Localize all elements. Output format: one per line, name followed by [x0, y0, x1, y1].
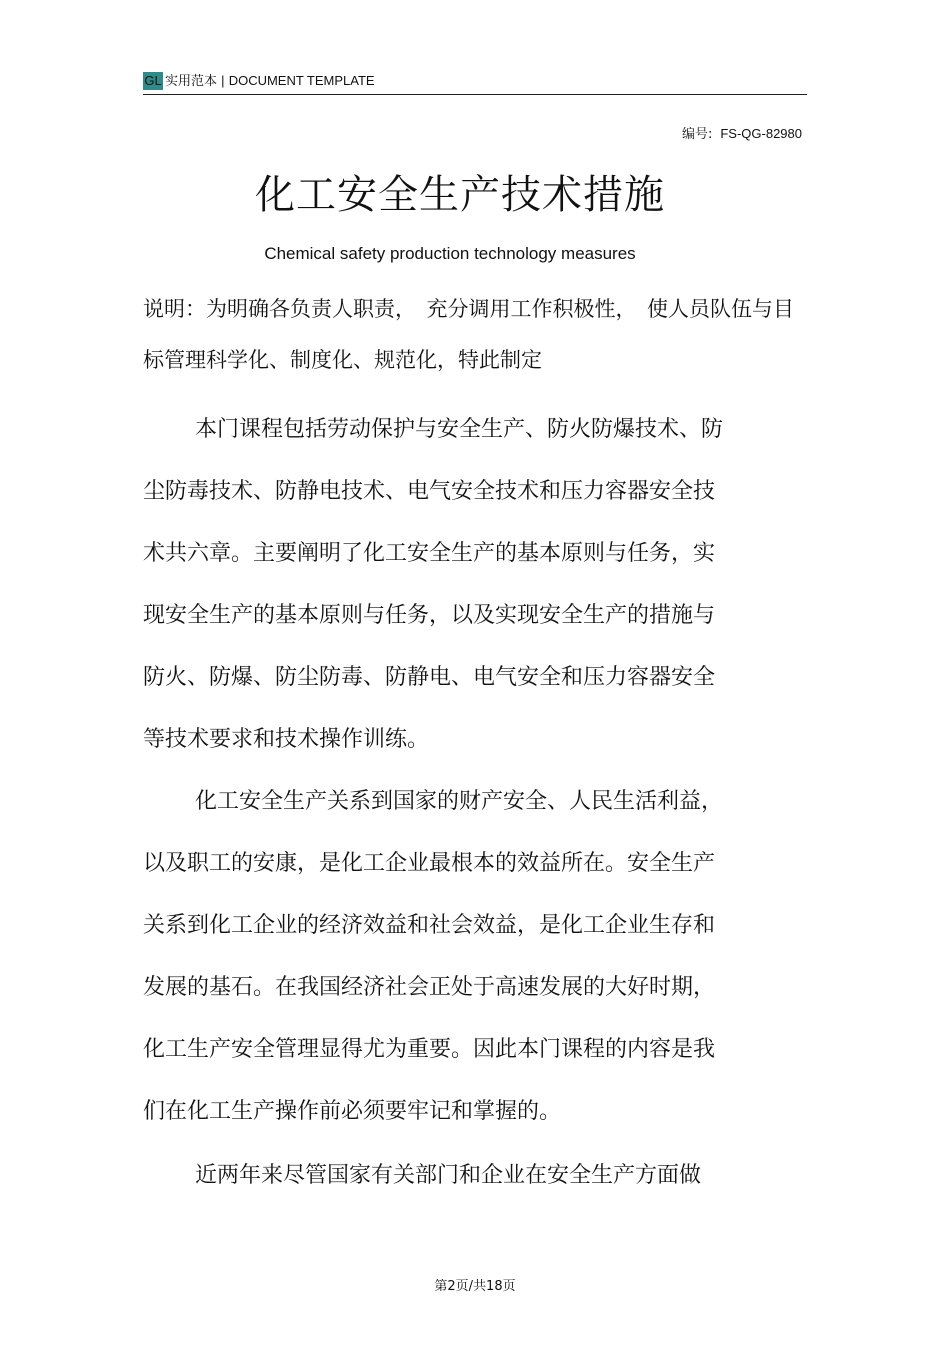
page-subtitle: Chemical safety production technology measures — [264, 244, 636, 263]
page-title: 化工安全生产技术措施 — [255, 172, 665, 218]
description-line: 说明：为明确各负责人职责， 充分调用工作积极性， 使人员队伍与目 — [143, 297, 794, 321]
paragraph-line: 防火、防爆、防尘防毒、防静电、电气安全和压力容器安全 — [143, 665, 716, 690]
paragraph-line: 们在化工生产操作前必须要牢记和掌握的。 — [143, 1099, 562, 1124]
description-line: 标管理科学化、制度化、规范化，特此制定 — [143, 348, 542, 372]
paragraph-1 — [143, 399, 753, 771]
paragraph-line: 现安全生产的基本原则与任务，以及实现安全生产的措施与 — [143, 603, 716, 628]
paragraph-3 — [143, 1145, 753, 1207]
document-number-value: FS-QG-82980 — [720, 126, 802, 141]
header-title-cn: 实用范本 — [165, 74, 218, 89]
paragraph-line: 等技术要求和技术操作训练。 — [143, 727, 430, 752]
paragraph-line: 关系到化工企业的经济效益和社会效益，是化工企业生存和 — [143, 913, 716, 938]
paragraph-line: 近两年来尽管国家有关部门和企业在安全生产方面做 — [195, 1163, 702, 1188]
document-number — [682, 125, 802, 144]
header-separator: | — [221, 73, 225, 88]
page-footer — [0, 1278, 950, 1296]
logo: GL — [144, 73, 162, 88]
paragraph-line: 化工生产安全管理显得尤为重要。因此本门课程的内容是我 — [143, 1037, 716, 1062]
paragraph-line: 化工安全生产关系到国家的财产安全、人民生活利益， — [195, 789, 724, 814]
description — [143, 284, 807, 386]
paragraph-2 — [143, 771, 753, 1143]
paragraph-line: 发展的基石。在我国经济社会正处于高速发展的大好时期， — [143, 975, 716, 1000]
header-title — [165, 72, 375, 91]
paragraph-line: 术共六章。主要阐明了化工安全生产的基本原则与任务，实 — [143, 541, 716, 566]
header-title-en: DOCUMENT TEMPLATE — [228, 73, 375, 88]
page-number: 第2页/共18页 — [434, 1279, 516, 1294]
paragraph-line: 尘防毒技术、防静电技术、电气安全技术和压力容器安全技 — [143, 479, 716, 504]
paragraph-line: 本门课程包括劳动保护与安全生产、防火防爆技术、防 — [195, 417, 724, 442]
paragraph-line: 以及职工的安康，是化工企业最根本的效益所在。安全生产 — [143, 851, 716, 876]
page-header — [143, 70, 807, 95]
document-number-label: 编号: — [681, 127, 713, 142]
